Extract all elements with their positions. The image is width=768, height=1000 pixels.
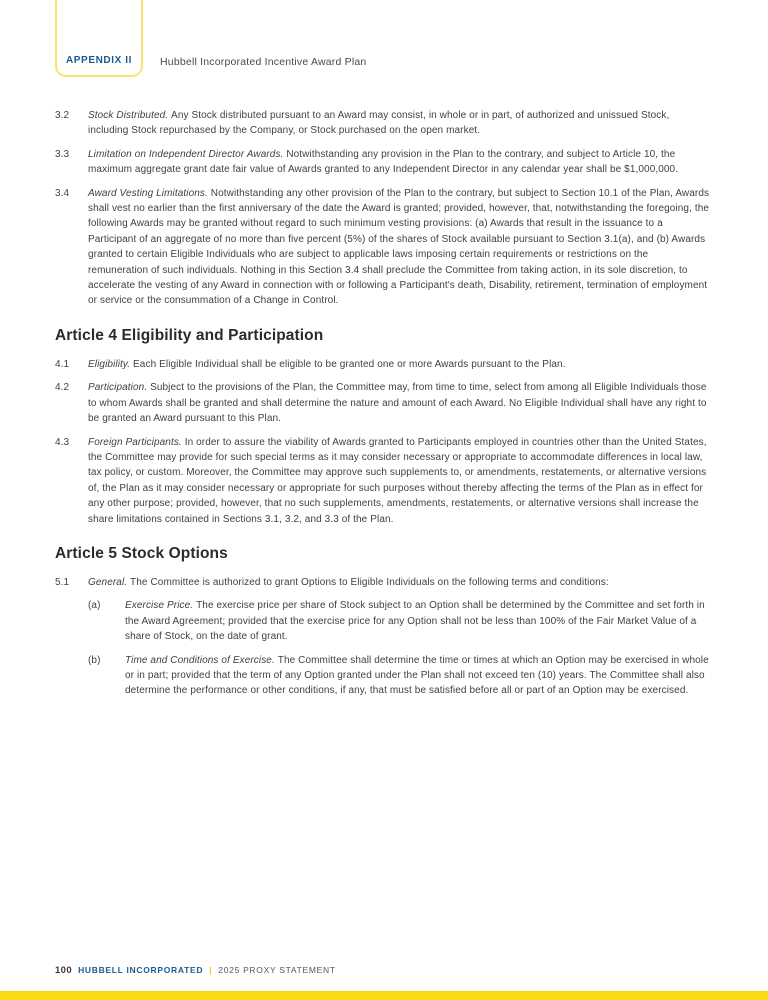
numbered-paragraph [55, 357, 710, 372]
document-body [55, 108, 710, 707]
footer-document-name: 2025 PROXY STATEMENT [218, 965, 336, 975]
article-heading: Article 4 Eligibility and Participation [55, 326, 324, 344]
clause-number: 4.1 [55, 358, 70, 370]
numbered-paragraph [55, 575, 710, 590]
subclause-paragraph [88, 653, 710, 699]
clause-lead: Time and Conditions of Exercise. [125, 654, 278, 666]
numbered-paragraph [55, 380, 710, 426]
clause-text: General. The Committee is authorized to grant Options to Eligible Individuals on the following terms and conditions: [88, 576, 609, 588]
clause-lead: Participation. [88, 382, 151, 394]
subclause-paragraph [88, 598, 710, 644]
appendix-label: APPENDIX II [65, 55, 133, 66]
clause-text: Exercise Price. The exercise price per share of Stock subject to an Option shall be determined by the Committee and set forth in the Award Agreement; provided that the exercise price for any Option shall not be less than 100% of the Fair Market Value of a share of Stock, on the date of grant. [125, 600, 705, 643]
clause-number: 3.2 [55, 110, 70, 121]
clause-number: 4.2 [55, 382, 70, 394]
footer-separator: | [209, 965, 213, 975]
clause-number: (b) [88, 654, 101, 666]
clause-lead: General. [88, 576, 131, 588]
clause-text: Stock Distributed. Any Stock distributed pursuant to an Award may consist, in whole or in part, of authorized and unissued Stock, including Stock repurchased by the Company, or Stock purchased on the open market. [88, 110, 670, 137]
page-number: 100 [55, 965, 73, 976]
clause-text: Limitation on Independent Director Awards. Notwithstanding any provision in the Plan to the contrary, and subject to Article 10, the maximum aggregate grant date fair value of Awards granted to any Independent Director in any calendar year shall be $1,000,000. [88, 148, 679, 176]
clause-lead: Award Vesting Limitations. [88, 187, 211, 199]
clause-text: Participation. Subject to the provisions of the Plan, the Committee may, from time to time, select from among all Eligible Individuals those to whom Awards shall be granted and shall determine the nature and amount of each Award. No Eligible Individual shall have any right to be granted an Award pursuant to this Plan. [88, 382, 707, 425]
page-header-title: Hubbell Incorporated Incentive Award Plan [160, 56, 367, 68]
clause-lead: Exercise Price. [125, 600, 197, 612]
numbered-paragraph [55, 435, 710, 527]
clause-text: Award Vesting Limitations. Notwithstanding any other provision of the Plan to the contrary, but subject to Section 10.1 of the Plan, Awards shall vest no earlier than the first anniversary of the date the Award is granted; provided, however, that, notwithstanding the foregoing, the following Awards may be granted without regard to such minimum vesting provisions: (a) Awards that result in the issuance to a Participant of an aggregate of no more than five percent (5%) of the shares of Stock available pursuant to Section 3.1(a), and (b) Awards granted to certain Eligible Individuals who are subject to applicable laws imposing certain requirements or restrictions on the remuneration of such individuals. Nothing in this Section 3.4 shall preclude the Committee from taking action, in its sole discretion, to accelerate the vesting of any Award in connection with or following a Participant's death, Disability, retirement, termination of employment or service or the consummation of a Change in Control. [88, 187, 710, 307]
clause-lead: Limitation on Independent Director Awards. [88, 148, 287, 160]
clause-number: 3.4 [55, 187, 70, 199]
numbered-paragraph [55, 147, 710, 178]
numbered-paragraph [55, 186, 710, 309]
clause-number: 4.3 [55, 436, 70, 448]
clause-text: Foreign Participants. In order to assure the viability of Awards granted to Participants employed in countries other than the United States, the Committee may provide for such special terms as it may consider necessary or appropriate to accommodate differences in local law, tax policy, or custom. Moreover, the Committee may approve such supplements to, or amendments, restatements, or alternative versions of, the Plan as it may consider necessary or appropriate for such purposes without thereby affecting the terms of the Plan as in effect for any other purpose; provided, however, that no such supplements, amendments, restatements, or alternative versions shall increase the share limitations contained in Sections 3.1, 3.2, and 3.3 of the Plan. [88, 436, 707, 525]
page-footer [55, 965, 336, 976]
clause-lead: Stock Distributed. [88, 110, 172, 121]
clause-lead: Foreign Participants. [88, 436, 185, 448]
footer-company-name: HUBBELL INCORPORATED [78, 965, 204, 975]
clause-text: Time and Conditions of Exercise. The Committee shall determine the time or times at which an Option may be exercised in whole or in part; provided that the term of any Option granted under the Plan shall not exceed ten (10) years. The Committee shall also determine the performance or other conditions, if any, that must be satisfied before all or part of an Option may be exercised. [125, 654, 709, 697]
numbered-paragraph [55, 108, 710, 139]
clause-lead: Eligibility. [88, 358, 134, 370]
clause-number: 3.3 [55, 148, 70, 160]
clause-number: 5.1 [55, 576, 70, 588]
clause-text: Eligibility. Each Eligible Individual shall be eligible to be granted one or more Awards pursuant to the Plan. [88, 358, 566, 370]
clause-number: (a) [88, 600, 101, 612]
article-heading: Article 5 Stock Options [55, 544, 228, 562]
appendix-tab [55, 0, 143, 77]
bottom-accent-bar [0, 991, 768, 1000]
